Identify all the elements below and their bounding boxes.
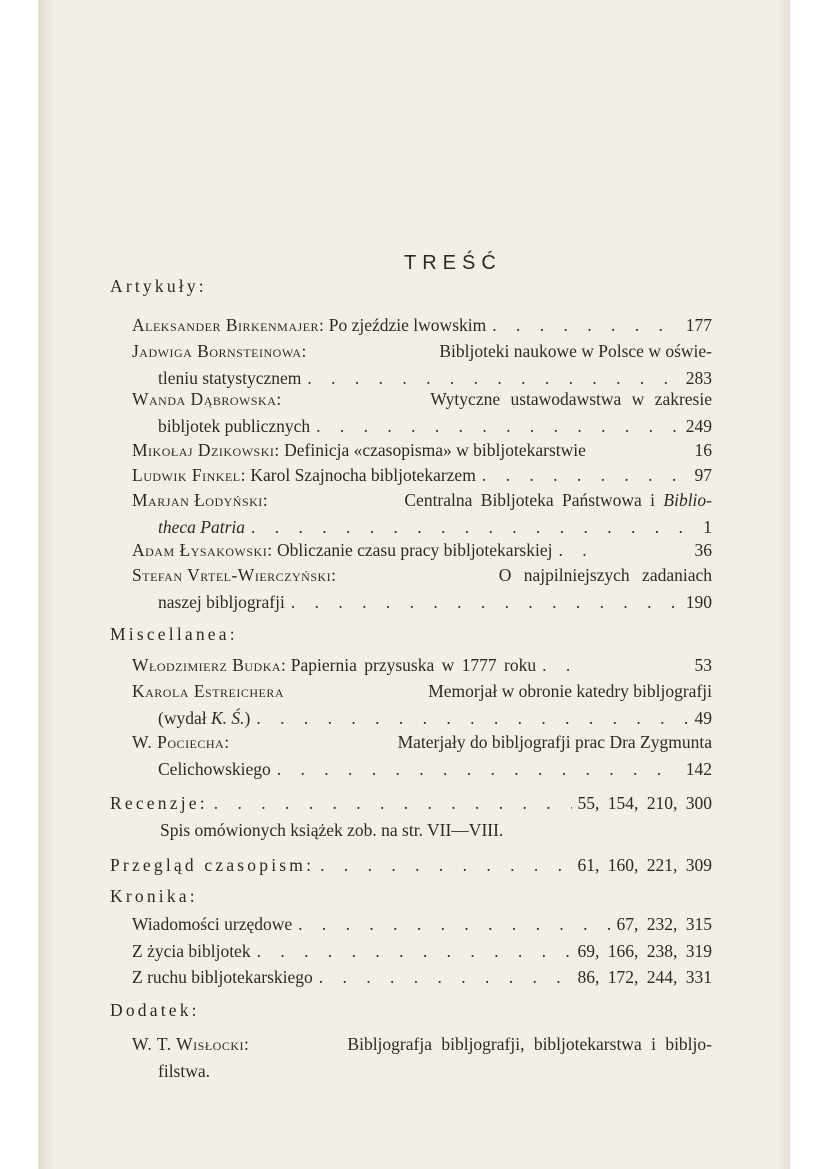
entry-title: Wytyczne ustawodawstwa w zakresie (430, 389, 712, 409)
entry-pages: 61, 160, 221, 309 (577, 855, 712, 875)
entry-title: Karol Szajnocha bibljotekarzem (250, 465, 476, 485)
entry-title-cont: naszej bibljografji (158, 592, 285, 612)
page-edge-shadow (38, 0, 56, 1169)
entry-page: 142 (685, 759, 712, 779)
toc-entry (132, 652, 712, 679)
entry-pages: 69, 166, 238, 319 (577, 941, 712, 961)
section-heading-przeglad: Przegląd czasopism: (110, 855, 315, 875)
toc-entry (132, 537, 712, 564)
toc-entry (132, 562, 712, 616)
toc-entry (132, 678, 712, 732)
entry-page: 16 (694, 440, 712, 460)
entry-author (132, 729, 230, 756)
leader-dots (271, 756, 680, 783)
leader-dots (251, 938, 572, 965)
entry-title: Definicja «czasopisma» w bibljotekarstwie (284, 440, 586, 460)
entry-pages: 86, 172, 244, 331 (577, 967, 712, 987)
entry-page: 49 (694, 708, 712, 728)
toc-entry (132, 938, 712, 965)
leader-dots (208, 790, 572, 817)
entry-title: Obliczanie czasu pracy bibljotekarskiej (276, 540, 553, 560)
entry-author: Karola Estreichera (132, 681, 285, 701)
entry-title: Centralna Bibljoteka Państwowa i (404, 490, 656, 510)
toc-entry (132, 437, 712, 464)
entry-page: 177 (685, 315, 712, 335)
leader-dots (486, 312, 680, 339)
entry-title-cont: filstwa. (158, 1061, 211, 1081)
entry-page: 249 (685, 416, 712, 436)
entry-pages: 55, 154, 210, 300 (577, 793, 712, 813)
toc-entry-recenzje (110, 790, 712, 844)
document-page (38, 0, 790, 1169)
leader-dots (292, 911, 610, 938)
section-heading-miscellanea: Miscellanea: (110, 624, 238, 644)
entry-author: Stefan Vrtel-Wierczyński: (132, 565, 337, 585)
leader-dots (314, 852, 571, 879)
entry-author: Ludwik Finkel: (132, 465, 246, 485)
entry-author: Jadwiga Bornsteinowa: (132, 341, 307, 361)
entry-title: Po zjeździe lwowskim (328, 315, 487, 335)
leader-dots (552, 537, 598, 564)
entry-title: Z życia bibljotek (132, 941, 251, 961)
entry-page: 97 (694, 465, 712, 485)
entry-title: Bibljoteki naukowe w Polsce w oświe- (439, 341, 712, 361)
entry-page: 283 (685, 368, 712, 388)
entry-author: Adam Łysakowski: (132, 540, 273, 560)
entry-title-cont: (wydał (158, 708, 207, 728)
section-heading-recenzje: Recenzje: (110, 793, 208, 813)
toc-entry (132, 338, 712, 392)
entry-author: Marjan Łodyński: (132, 490, 269, 510)
leader-dots (313, 964, 572, 991)
toc-entry (132, 312, 712, 339)
leader-dots (536, 652, 576, 679)
entry-editor-initials: K. Ś. (210, 708, 245, 728)
leader-dots (250, 705, 688, 732)
section-heading-kronika: Kronika: (110, 886, 198, 906)
entry-title: Papiernia przysuska w 1777 roku (290, 655, 537, 675)
entry-paren: ) (244, 708, 251, 728)
entry-title-cont: bibljotek publicznych (158, 416, 311, 436)
entry-title-cont: Celichowskiego (158, 759, 271, 779)
leader-dots (476, 462, 689, 489)
entry-title: Materjały do bibljografji prac Dra Zygmunta (397, 732, 712, 752)
toc-entry (132, 487, 712, 541)
entry-page: 36 (694, 540, 712, 560)
entry-author-name: W. Pociecha: (132, 732, 230, 752)
entry-title-cont: theca Patria (158, 517, 245, 537)
leader-dots (285, 589, 680, 616)
toc-entry (132, 386, 712, 440)
section-heading-dodatek: Dodatek: (110, 1000, 200, 1020)
page-title: TREŚĆ (404, 252, 502, 274)
entry-pages: 67, 232, 315 (616, 914, 712, 934)
toc-entry (132, 729, 712, 783)
entry-page: 53 (694, 655, 712, 675)
entry-title: Z ruchu bibljotekarskiego (132, 967, 313, 987)
toc-entry-przeglad (110, 852, 712, 879)
entry-title: Bibljografja bibljografji, bibljotekarstwa i bibljo- (347, 1034, 712, 1054)
toc-entry (132, 1031, 712, 1085)
entry-page: 190 (685, 592, 712, 612)
section-heading-artykuly: Artykuły: (110, 276, 207, 296)
toc-entry (132, 911, 712, 938)
leader-dots (310, 413, 680, 440)
entry-author: Mikołaj Dzikowski: (132, 440, 280, 460)
toc-entry (132, 462, 712, 489)
page-edge-shadow (776, 0, 790, 1169)
entry-page: 1 (703, 517, 712, 537)
toc-entry (132, 964, 712, 991)
entry-title: O najpilniejszych zadaniach (498, 565, 712, 585)
entry-author: Włodzimierz Budka: (132, 655, 287, 675)
entry-title: Wiadomości urzędowe (132, 914, 293, 934)
entry-title-cont: tleniu statystycznem (158, 368, 302, 388)
entry-author: Aleksander Birkenmajer: (132, 315, 325, 335)
entry-title: Memorjał w obronie katedry bibljografji (428, 681, 712, 701)
entry-author: W. T. Wisłocki: (132, 1034, 250, 1054)
entry-author: Wanda Dąbrowska: (132, 389, 282, 409)
recenzje-note: Spis omówionych książek zob. na str. VII—VIII. (160, 820, 504, 840)
entry-title-italic: Biblio- (663, 490, 712, 510)
